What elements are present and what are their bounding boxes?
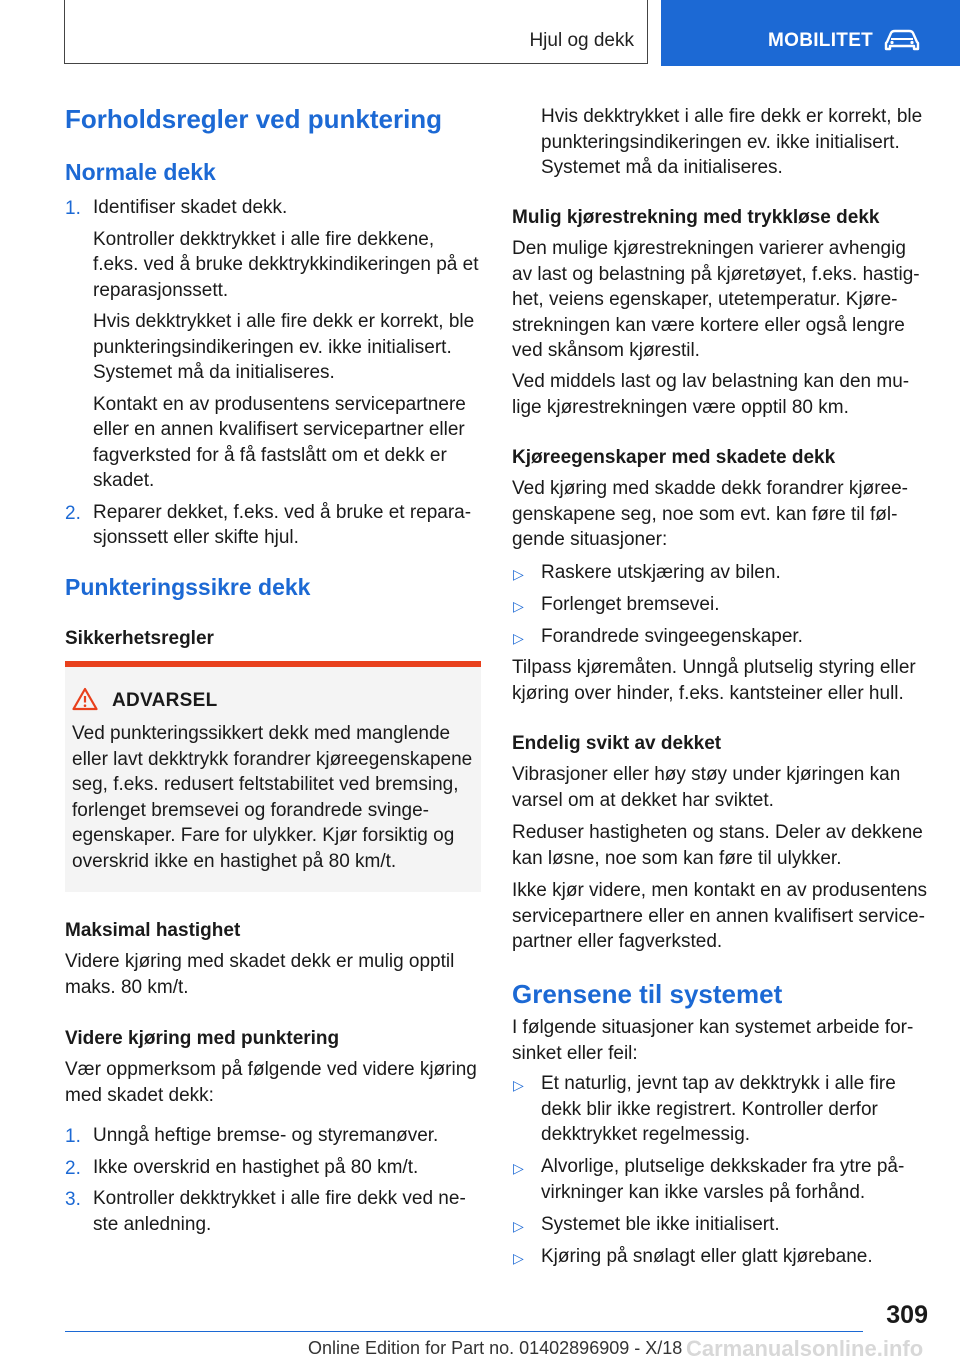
text-line: Forlenget bremsevei. (541, 594, 720, 615)
text-line: maks. 80 km/t. (65, 976, 189, 998)
bullet-text (541, 560, 781, 586)
text-line: I følgende situasjoner kan systemet arbeide for- (512, 1017, 914, 1038)
chapter-tab-label: MOBILITET (768, 30, 874, 51)
text-line: virkninger kan ikke varsles på forhånd. (541, 1181, 866, 1203)
text-line: ste anledning. (93, 1213, 212, 1235)
text-line: av last og belastning på kjøretøyet, f.eks. hastig- (512, 263, 920, 285)
text-line: Kjøring på snølagt eller glatt kjørebane. (541, 1245, 873, 1267)
text-line: Systemet må da initialiseres. (541, 157, 783, 178)
text-line: varsel om at dekket har sviktet. (512, 789, 774, 811)
chapter-tab[interactable] (661, 0, 960, 66)
text-line: reparasjonssett. (93, 279, 229, 301)
text-line: Unngå heftige bremse- og styremanøver. (93, 1125, 439, 1146)
max-speed-heading: Maksimal hastighet (65, 920, 241, 941)
step-text (93, 309, 474, 386)
bullet-icon: ▷ (513, 1249, 524, 1266)
bullet-text (541, 1154, 904, 1205)
footer-edition: Online Edition for Part no. 01402896909 - X/18 (308, 1338, 683, 1358)
warning-title: ADVARSEL (112, 690, 218, 711)
max-speed-text (65, 949, 454, 1000)
bullet-icon: ▷ (513, 598, 524, 614)
bullet-text (541, 624, 803, 650)
text-line: servicepartnere eller en annen kvalifisert service- (512, 905, 925, 927)
limits-text (512, 1015, 913, 1066)
text-line: sjonssett eller skifte hjul. (93, 527, 299, 548)
text-line: punkteringsindikeringen ev. ikke initialisert. (93, 336, 452, 358)
text-line: Hvis dekktrykket i alle fire dekk er korrekt, ble (541, 106, 923, 127)
text-line: Et naturlig, jevnt tap av dekktrykk i alle fire (541, 1073, 896, 1094)
text-line: dekktrykket regelmessig. (541, 1124, 751, 1145)
page-title: Forholdsregler ved punktering (65, 104, 443, 134)
bullet-icon: ▷ (513, 630, 524, 646)
step-number: 1. (65, 198, 81, 219)
bullet-text (541, 1244, 873, 1270)
text-line: eller en annen kvalifisert servicepartner eller (93, 419, 465, 440)
text-line: Ved kjøring med skadde dekk forandrer kjøree- (512, 478, 909, 499)
car-icon (883, 28, 921, 52)
failure-heading: Endelig svikt av dekket (512, 733, 722, 754)
range-heading: Mulig kjørestrekning med trykkløse dekk (512, 207, 880, 228)
text-line: Raskere utskjæring av bilen. (541, 562, 781, 583)
step-text (93, 1186, 466, 1237)
range-text-1 (512, 236, 920, 364)
bullet-text (541, 592, 719, 618)
step-text (93, 195, 287, 221)
step-number: 2. (65, 1157, 81, 1179)
text-line: Reparer dekket, f.eks. ved å bruke et repara- (93, 501, 472, 523)
bullet-text (541, 1212, 780, 1238)
safety-rules-heading: Sikkerhetsregler (65, 628, 214, 649)
text-line: punkteringsindikeringen ev. ikke initialisert. (541, 131, 900, 153)
handling-heading: Kjøreegenskaper med skadete dekk (512, 447, 836, 468)
bullet-icon: ▷ (513, 566, 524, 582)
text-line: kan løsne, noe som kan føre til ulykker. (512, 847, 842, 869)
text-line: Kontroller dekktrykket i alle fire dekkene, (93, 228, 435, 250)
failure-text-3 (512, 878, 927, 955)
text-line: genskapene seg, noe som evt. kan føre til føl- (512, 503, 898, 525)
text-line: het, veiens egenskaper, utetemperatur. Kjøre- (512, 289, 898, 310)
step-text (93, 1123, 438, 1149)
text-line: Kontakt en av produsentens servicepartnere (93, 393, 466, 415)
watermark: Carmanualsonline.info (686, 1336, 924, 1361)
step-text (93, 1155, 418, 1181)
range-text-2 (512, 369, 909, 420)
text-line: Tilpass kjøremåten. Unngå plutselig styring eller (512, 657, 916, 678)
step-number: 1. (65, 1126, 81, 1147)
text-line: Vær oppmerksom på følgende ved videre kjøring (65, 1059, 477, 1080)
text-line: strekningen kan være kortere eller også lengre (512, 314, 905, 336)
continue-driving-heading: Videre kjøring med punktering (65, 1028, 340, 1049)
bullet-icon: ▷ (513, 1217, 524, 1234)
step-text (93, 392, 466, 494)
text-line: seg, f.eks. redusert feltstabilitet ved bremsing, (72, 774, 459, 795)
runflat-heading: Punkteringssikre dekk (65, 574, 311, 600)
step-number: 3. (65, 1189, 81, 1210)
normal-tires-heading: Normale dekk (65, 159, 216, 185)
text-line: med skadet dekk: (65, 1084, 214, 1106)
text-line: Den mulige kjørestrekningen varierer avhengig (512, 238, 906, 259)
handling-advice (512, 655, 916, 706)
bullet-icon: ▷ (513, 1160, 524, 1176)
step-number: 2. (65, 502, 81, 524)
text-line: Ved punkteringssikkert dekk med manglende (72, 723, 451, 744)
text-line: kjøring over hinder, f.eks. kantsteiner eller hull. (512, 682, 904, 704)
text-line: Systemet ble ikke initialisert. (541, 1213, 780, 1235)
bullet-text (541, 1071, 896, 1148)
text-line: ved skånsom kjørestil. (512, 340, 700, 361)
bullet-icon: ▷ (513, 1077, 524, 1093)
text-line: Ved middels last og lav belastning kan den mu- (512, 371, 910, 392)
text-line: Identifiser skadet dekk. (93, 197, 288, 218)
failure-text-1 (512, 762, 900, 813)
section-title: Hjul og dekk (529, 30, 634, 51)
text-line: Systemet må da initialiseres. (93, 362, 335, 383)
text-line: eller lavt dekktrykk forandrer kjøreegenskapene (72, 748, 473, 770)
text-line: Hvis dekktrykket i alle fire dekk er korrekt, ble (93, 311, 475, 332)
text-line: skadet. (93, 470, 155, 491)
text-line: overskrid ikke en hastighet på 80 km/t. (72, 850, 397, 872)
text-line: gende situasjoner: (512, 529, 668, 550)
warning-text (72, 721, 472, 874)
text-line: egenskaper. Fare for ulykker. Kjør forsiktig og (72, 825, 455, 846)
text-line: f.eks. ved å bruke dekktrykkindikeringen på et (93, 254, 479, 275)
text-line: Ikke overskrid en hastighet på 80 km/t. (93, 1156, 419, 1178)
text-line: Videre kjøring med skadet dekk er mulig opptil (65, 951, 455, 972)
text-line: Kontroller dekktrykket i alle fire dekk ved ne- (93, 1188, 466, 1209)
continue-driving-text (65, 1057, 477, 1108)
text-line: sinket eller feil: (512, 1042, 638, 1064)
text-line: lige kjørestrekningen være opptil 80 km. (512, 396, 849, 418)
step-text (93, 227, 478, 304)
handling-text (512, 476, 908, 553)
text-line: Vibrasjoner eller høy støy under kjøringen kan (512, 764, 901, 785)
text-line: Ikke kjør videre, men kontakt en av produsentens (512, 880, 928, 901)
failure-text-2 (512, 820, 923, 871)
text-line: dekk blir ikke registrert. Kontroller derfor (541, 1098, 878, 1120)
page-number: 309 (886, 1301, 928, 1329)
text-line: partner eller fagverksted. (512, 931, 723, 952)
text-line: Forandrede svingeegenskaper. (541, 626, 803, 647)
limits-heading: Grensene til systemet (512, 979, 783, 1009)
step-text (93, 500, 471, 551)
footer-rule (65, 1331, 863, 1332)
text-line: Alvorlige, plutselige dekkskader fra ytre på- (541, 1156, 905, 1177)
text-line: forlenget bremsevei og forandrede svinge- (72, 799, 429, 821)
initialisation-note (541, 104, 922, 181)
text-line: fagverksted for å få fastslått om et dekk er (93, 444, 447, 466)
warning-icon (72, 687, 98, 711)
text-line: Reduser hastigheten og stans. Deler av dekkene (512, 822, 923, 843)
